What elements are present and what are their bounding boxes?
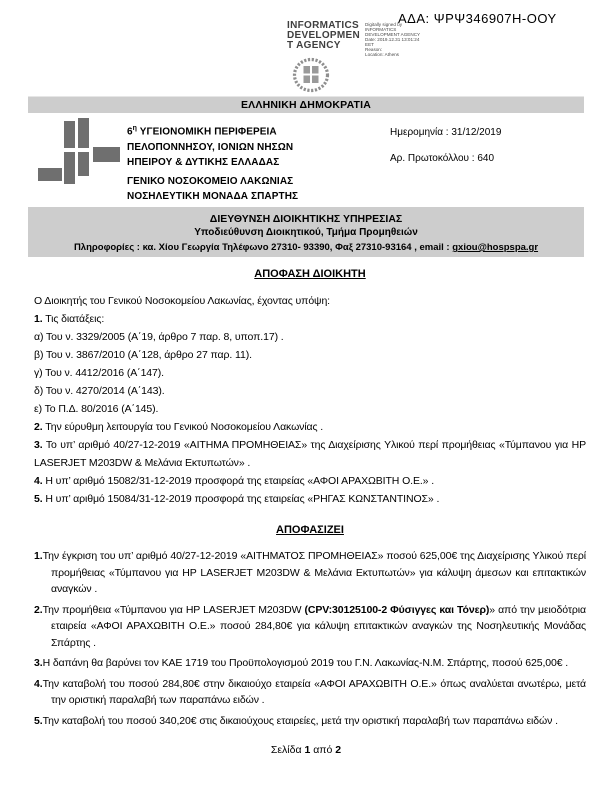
consideration-subitem: α) Του ν. 3329/2005 (Α΄19, άρθρο 7 παρ. 8, υποπ.17) . [34, 331, 284, 343]
protocol-number-label: Αρ. Πρωτοκόλλου : 640 [390, 153, 495, 164]
verdict-item: 3.Η δαπάνη θα βαρύνει τον ΚΑΕ 1719 του Προϋπολογισμού 2019 του Γ.Ν. Λακωνίας-Ν.Μ. Σπάρτης, ποσού 625,00€ . [34, 657, 569, 669]
org-line-hospital: ΓΕΝΙΚΟ ΝΟΣΟΚΟΜΕΙΟ ΛΑΚΩΝΙΑΣ [127, 175, 294, 187]
stamp-detail-line: EET [365, 42, 374, 47]
stamp-detail-line: Reason: [365, 47, 383, 52]
consideration-item: 1. Τις διατάξεις: [34, 313, 105, 325]
department-band [28, 207, 584, 257]
footer-page-number: 1 [304, 744, 311, 756]
consideration-subitem: ε) Το Π.Δ. 80/2016 (Α΄145). [34, 403, 159, 415]
republic-title: ΕΛΛΗΝΙΚΗ ΔΗΜΟΚΡΑΤΙΑ [240, 99, 372, 111]
verdict-item: 1.Την έγκριση του υπ’ αριθμό 40/27-12-2019 «ΑΙΤΗΜΑΤΟΣ ΠΡΟΜΗΘΕΙΑΣ» ποσού 625,00€ της Διαχείρισης Υλικού περί προμήθειας «Τύμπανου για HP LASERJET M203DW & Μελάνια Εκτυπωτών» για κάλυψη άμεσων και επιτακτικών αναγκών . [34, 550, 586, 595]
org-line-unit: ΝΟΣΗΛΕΥΤΙΚΗ ΜΟΝΑΔΑ ΣΠΑΡΤΗΣ [127, 191, 299, 203]
consideration-item: 4. Η υπ’ αριθμό 15082/31-12-2019 προσφορά της εταιρείας «ΑΦΟΙ ΑΡΑΧΩΒΙΤΗ Ο.Ε.» . [34, 475, 435, 487]
department-subdivision: Υποδιεύθυνση Διοικητικού, Τμήμα Προμηθειών [194, 227, 418, 238]
org-line-region: ΗΠΕΙΡΟΥ & ΔΥΤΙΚΗΣ ΕΛΛΑΔΑΣ [127, 157, 280, 169]
organization-block [127, 121, 383, 205]
department-contact [28, 240, 584, 255]
reference-block [390, 127, 501, 179]
consideration-subitem: γ) Του ν. 4412/2016 (Α΄147). [34, 367, 164, 379]
stamp-agency-line: DEVELOPMEN [287, 30, 361, 41]
verdict-item: 4.Την καταβολή του ποσού 284,80€ στην δικαιούχο εταιρεία «ΑΦΟΙ ΑΡΑΧΩΒΙΤΗ Ο.Ε.» όπως αναλύεται ανωτέρω, μετά την οριστική παραλαβή των παραπάνω ειδών . [34, 677, 586, 706]
stamp-agency-line: INFORMATICS [287, 20, 359, 31]
verdict-item: 2.Την προμήθεια «Τύμπανου για HP LASERJET M203DW (CPV:30125100-2 Φύσιγγες και Τόνερ)» από την μειοδότρια εταιρεία «ΑΦΟΙ ΑΡΑΧΩΒΙΤΗ Ο.Ε.» ποσού 284,80€ για κάλυψη επιτακτικών αναγκών της Νοσηλευτικής Μονάδας Σπάρτης . [34, 603, 586, 649]
stamp-detail-line: INFORMATICS [365, 27, 397, 32]
consideration-subitem: δ) Του ν. 4270/2014 (Α΄143). [34, 385, 165, 397]
stamp-detail-line: Location: Athens [365, 52, 399, 57]
consideration-item: 2. Την εύρυθμη λειτουργία του Γενικού Νοσοκομείου Λακωνίας . [34, 421, 324, 433]
decision-title: ΑΠΟΦΑΣΗ ΔΙΟΙΚΗΤΗ [254, 268, 366, 280]
ada-code: ΑΔΑ: ΨΡΨ346907Η-ΟΟΥ [398, 11, 557, 26]
considerations-intro: Ο Διοικητής του Γενικού Νοσοκομείου Λακωνίας, έχοντας υπόψη: [34, 295, 330, 307]
stamp-agency-name [287, 21, 360, 51]
stamp-detail-line: Date: 2019.12.31 13:01:24 [365, 37, 420, 42]
consideration-subitem: β) Του ν. 3867/2010 (Α΄128, άρθρο 27 παρ. 11). [34, 349, 252, 361]
department-directorate: ΔΙΕΥΘΥΝΣΗ ΔΙΟΙΚΗΤΙΚΗΣ ΥΠΗΡΕΣΙΑΣ [209, 213, 403, 225]
verdict-title: ΑΠΟΦΑΣΙΖΕΙ [276, 524, 344, 536]
verdict-item: 5.Την καταβολή του ποσού 340,20€ στις δικαιούχους εταιρείες, μετά την οριστική παραλαβή των παραπάνω ειδών . [34, 714, 558, 727]
stamp-agency-line: T AGENCY [287, 40, 341, 51]
footer-word: από [310, 744, 336, 756]
stamp-detail-line: Digitally signed by [365, 22, 403, 27]
org-line-region: $6^\eta$ ΥΓΕΙΟΝΟΜΙΚΗ ΠΕΡΙΦΕΡΕΙΑ [127, 125, 277, 138]
date-label: Ημερομηνία : 31/12/2019 [390, 127, 502, 138]
republic-band [28, 96, 584, 113]
footer-page-total: 2 [335, 744, 342, 756]
document-body [34, 268, 586, 733]
contact-info-text: Πληροφορίες : κα. Χίου Γεωργία Τηλέφωνο 27310- 93390, Φαξ 27310-93164 , email : [73, 242, 453, 253]
greek-coat-of-arms-icon [291, 57, 331, 99]
page-footer [0, 744, 612, 756]
hospital-cross-icon [38, 118, 120, 189]
stamp-signature-details [365, 22, 420, 57]
contact-email-link[interactable]: gxiou@hospspa.gr [452, 242, 539, 253]
footer-word: Σελίδα [270, 744, 305, 756]
org-line-region: ΠΕΛΟΠΟΝΝΗΣΟΥ, ΙΟΝΙΩΝ ΝΗΣΩΝ [127, 141, 294, 153]
consideration-item: 3. Το υπ’ αριθμό 40/27-12-2019 «ΑΙΤΗΜΑ ΠΡΟΜΗΘΕΙΑΣ» της Διαχείρισης Υλικού περί προμήθειας «Τύμπανου για HP LASERJET M203DW & Μελάνια Εκτυπωτών» . [34, 439, 586, 469]
stamp-detail-line: DEVELOPMENT AGENCY [365, 32, 421, 37]
consideration-item: 5. Η υπ’ αριθμό 15084/31-12-2019 προσφορά της εταιρείας «ΡΗΓΑΣ ΚΩΝΣΤΑΝΤΙΝΟΣ» . [34, 493, 440, 505]
digital-signature-stamp [287, 21, 420, 57]
